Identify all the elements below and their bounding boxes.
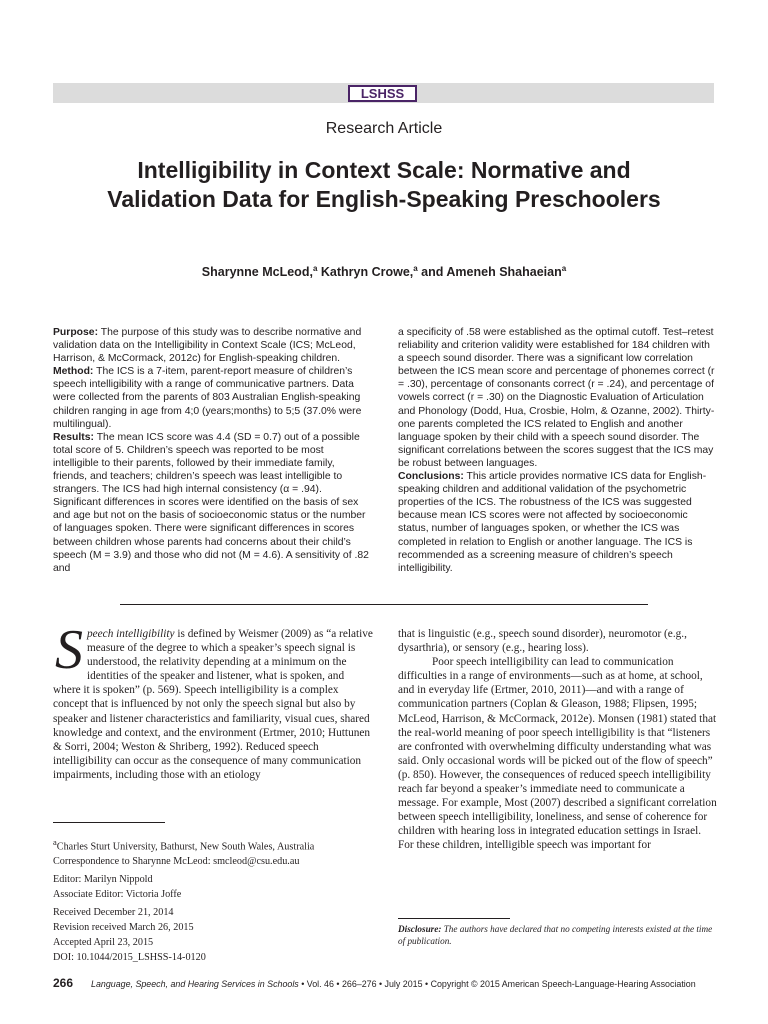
author-name: and Ameneh Shahaeian	[417, 265, 562, 280]
footnote-correspondence: Correspondence to Sharynne McLeod: smcleod@csu.edu.au	[53, 856, 300, 868]
footnote-received: Received December 21, 2014	[53, 907, 174, 919]
journal-name: Language, Speech, and Hearing Services in Schools	[91, 979, 299, 989]
author-name: Sharynne McLeod,	[201, 265, 313, 280]
body-paragraph: that is linguistic (e.g., speech sound disorder), neuromotor (e.g., dysarthria), or sensory (e.g., hearing loss).	[398, 628, 687, 655]
disclosure-label: Disclosure:	[398, 924, 442, 934]
page-number: 266	[53, 976, 74, 990]
footnote-doi: DOI: 10.1044/2015_LSHSS-14-0120	[53, 952, 206, 964]
author-affiliation-mark: a	[413, 264, 418, 273]
citation-info: • Vol. 46 • 266–276 • July 2015 • Copyright © 2015 American Speech-Language-Hearing Association	[298, 979, 696, 989]
body-text: is defined by Weismer (2009) as “a relative measure of the degree to which a speaker’s speech signal is understood, the relativity depending at a minimum on the identities of the speaker and listener, what is spoken, and where it is spoken” (p. 569). Speech intelligibility is a complex concept that is influenced by not only the speech signal but also by speaker and listener characteristics and familiarity, visual cues, shared knowledge and context, and the environment (Ertmer, 2010; Huttunen & Sorri, 2004; Weston & Shriberg, 1992). Reduced speech intelligibility can occur as the consequence of many communication impairments, including those with an etiology	[53, 628, 373, 781]
abstract-conclusions-label: Conclusions:	[398, 471, 464, 483]
author-affiliation-mark: a	[312, 264, 318, 273]
abstract-conclusions	[398, 470, 718, 575]
page-footer	[53, 976, 718, 990]
abstract-purpose-label: Purpose:	[53, 327, 99, 338]
affiliation-text: Charles Sturt University, Bathurst, New South Wales, Australia	[56, 841, 315, 853]
author-affiliation-mark: a	[561, 264, 567, 273]
disclosure-text: The authors have declared that no competing interests existed at the time of publication.	[398, 924, 713, 946]
disclosure-rule	[398, 918, 510, 919]
abstract-results	[53, 431, 371, 575]
disclosure-note	[398, 924, 718, 947]
body-right-column	[398, 627, 718, 853]
drop-cap: S	[55, 619, 83, 681]
footnote-associate-editor: Associate Editor: Victoria Joffe	[53, 889, 182, 901]
footnote-affiliation	[53, 835, 373, 854]
abstract-purpose-text: The purpose of this study was to describe normative and validation data on the Intelligibility in Context Scale (ICS; McLeod, Harrison, & McCormack, 2012c) for English-speaking children.	[53, 327, 362, 365]
footnotes	[53, 835, 373, 965]
abstract-right-column	[398, 326, 718, 575]
journal-badge: LSHSS	[348, 85, 417, 102]
abstract-method	[53, 365, 371, 430]
body-paragraph	[53, 619, 373, 782]
abstract-conclusions-text: This article provides normative ICS data for English-speaking children and additional validation of the psychometric properties of the ICS. The robustness of the ICS was suggested because mean ICS scores were not affected by socioeconomic status, number of languages spoken, or whether the ICS was completed in relation to English or another language. The ICS is recommended as a screening measure of children’s speech intelligibility.	[398, 471, 707, 574]
emphasized-term: peech intelligibility	[87, 628, 175, 640]
article-type: Research Article	[325, 120, 443, 137]
body-left-column	[53, 619, 373, 782]
abstract-purpose	[53, 326, 371, 365]
abstract-method-text: The ICS is a 7-item, parent-report measure of children’s speech intelligibility with a range of communicative partners. Data were collected from the parents of 803 Australian English-speaking children ranging in age from 4;0 (years;months) to 5;5 (37.0% were multilingual).	[53, 366, 362, 430]
abstract-method-label: Method:	[53, 366, 94, 378]
body-paragraph: Poor speech intelligibility can lead to communication difficulties in a range of environments—such as at home, at school, and in everyday life (Ertmer, 2010, 2011)—and with a range of communication partners (Coplan & Gleason, 1988; Flipsen, 1995; McLeod, Harrison, & McCormack, 2012e). Monsen (1981) stated that the real-world meaning of poor speech intelligibility is that “listeners are confronted with overwhelming difficulty understanding what was said. Only occasional words will be picked out of the flow of speech” (p. 850). However, the consequences of reduced speech intelligibility reach far beyond a speaker’s immediate need to communicate a message. For example, Most (2007) described a significant correlation between speech intelligibility, loneliness, and sense of coherence for children with hearing loss in integrated education settings in Israel. For these children, intelligible speech was important for	[398, 656, 717, 852]
footnote-accepted: Accepted April 23, 2015	[53, 937, 154, 949]
author-name: Kathryn Crowe,	[317, 265, 414, 280]
abstract-divider	[120, 604, 648, 605]
abstract-left-column	[53, 326, 371, 575]
abstract-results-label: Results:	[53, 431, 94, 443]
footnote-editor: Editor: Marilyn Nippold	[53, 874, 153, 886]
abstract-results-text: The mean ICS score was 4.4 (SD = 0.7) out of a possible total score of 5. Children’s speech was reported to be most intelligible to their parents, followed by their immediate family, friends, and teachers; children’s speech was least intelligible to strangers. The ICS had high internal consistency (α = .94). Significant differences in scores were identified on the basis of sex and age but not on the basis of socioeconomic status or the number of languages spoken. There were significant differences in scores between children whose parents had concerns about their child’s speech (M = 3.9) and those who did not (M = 4.6). A sensitivity of .82 and	[53, 431, 369, 574]
footnote-revision: Revision received March 26, 2015	[53, 922, 194, 934]
abstract-results-continued: a specificity of .58 were established as the optimal cutoff. Test–retest reliability and criterion validity were established for 184 children with a speech sound disorder. There was a significant low correlation between the ICS mean score and percentage of phonemes correct (r = .30), percentage of consonants correct (r = .24), and percentage of vowels correct (r = .30) on the Diagnostic Evaluation of Articulation and Phonology (Dodd, Hua, Crosbie, Holm, & Ozanne, 2002). Thirty-one parents completed the ICS related to English and another language spoken by their child with a speech sound disorder. The significant correlations between the scores suggest that the ICS may be robust between languages.	[398, 327, 715, 469]
article-title: Intelligibility in Context Scale: Normative and Validation Data for English-Speaking Preschoolers	[107, 157, 661, 212]
author-list	[0, 264, 768, 279]
footnote-rule	[53, 822, 165, 823]
affiliation-mark: a	[53, 837, 57, 847]
